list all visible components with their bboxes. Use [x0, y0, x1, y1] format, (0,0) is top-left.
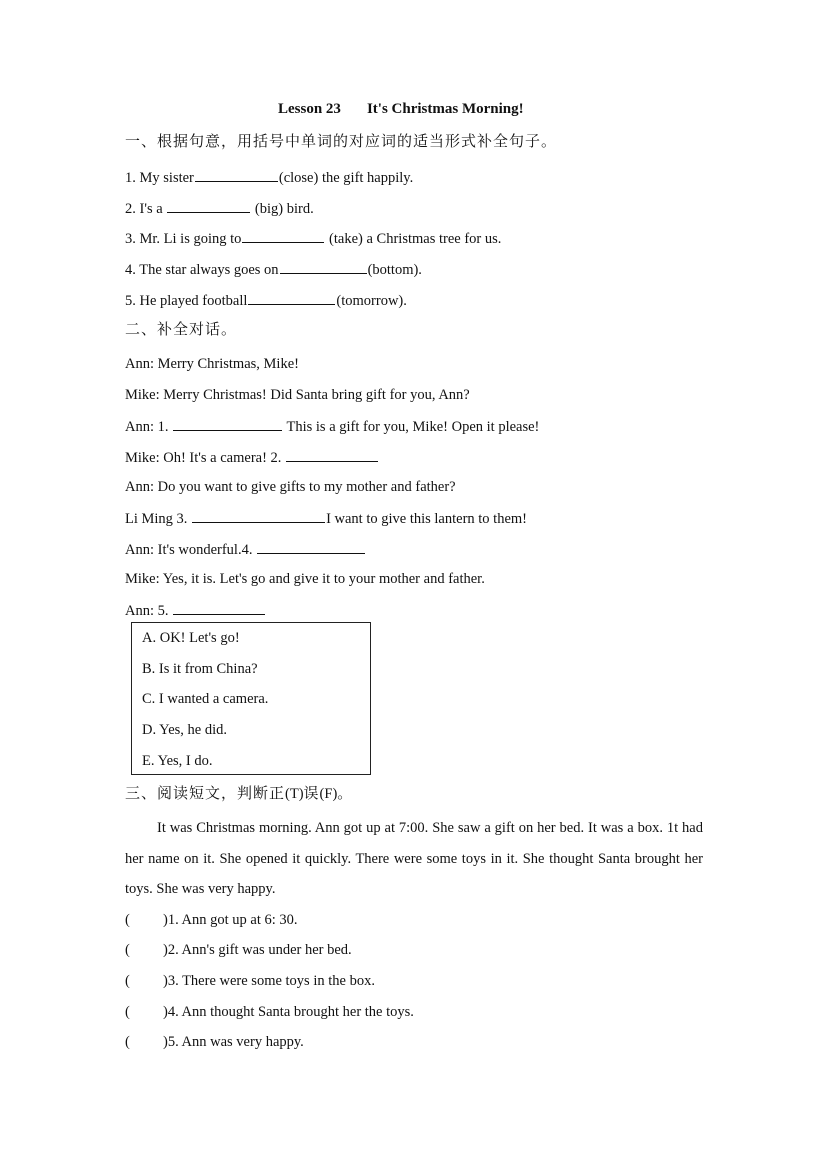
answer-blank[interactable] [280, 259, 367, 274]
answer-paren[interactable]: ( [125, 942, 130, 958]
s3-heading-text: 三、阅读短文，判断正 [125, 784, 286, 802]
answer-blank[interactable] [173, 600, 265, 615]
dialogue-line-1 [125, 355, 299, 373]
option-a: A. OK! Let's go! [142, 630, 240, 646]
options-box [131, 622, 371, 775]
dialogue-text: Mike: Merry Christmas! Did Santa bring gift for you, Ann? [125, 387, 470, 403]
tf-statement-text: )2. Ann's gift was under her bed. [163, 942, 352, 958]
s1-item-2-post: (big) bird. [251, 201, 314, 217]
dialogue-text: I want to give this lantern to them! [326, 511, 528, 527]
s3-heading-f: (F) [319, 786, 338, 802]
answer-blank[interactable] [167, 198, 250, 213]
tf-statement-text: )3. There were some toys in the box. [163, 973, 375, 989]
s1-item-3-post: (take) a Christmas tree for us. [325, 231, 502, 247]
dialogue-line-5 [125, 478, 456, 496]
option-d: D. Yes, he did. [142, 722, 227, 738]
option-c: C. I wanted a camera. [142, 691, 269, 707]
tf-statement-2 [125, 941, 352, 959]
s1-item-1 [125, 167, 413, 187]
dialogue-line-4 [125, 447, 379, 467]
s1-item-1-post: (close) the gift happily. [278, 170, 414, 186]
s3-heading-text: 误 [303, 784, 320, 802]
answer-paren[interactable]: ( [125, 912, 130, 928]
s1-item-3 [125, 228, 501, 248]
s1-item-5-pre: 5. He played football [125, 293, 248, 309]
answer-blank[interactable] [173, 416, 282, 431]
reading-passage: It was Christmas morning. Ann got up at 7:00. She saw a gift on her bed. It was a box. 1t had her name on it. She opened it quickly. There were some toys in it. She thought Santa brought her toys. She was very happy. [125, 820, 703, 897]
s1-item-3-pre: 3. Mr. Li is going to [125, 231, 242, 247]
s3-heading-t: (T) [285, 786, 304, 802]
tf-statement-text: )1. Ann got up at 6: 30. [163, 912, 298, 928]
dialogue-text: Mike: Oh! It's a camera! 2. [125, 450, 282, 466]
tf-statement-text: )5. Ann was very happy. [163, 1034, 304, 1050]
tf-statement-text: )4. Ann thought Santa brought her the toys. [163, 1004, 414, 1020]
lesson-number: Lesson 23 [278, 101, 341, 117]
tf-statement-5 [125, 1033, 304, 1051]
s1-item-4-post: (bottom). [367, 262, 422, 278]
dialogue-text: Mike: Yes, it is. Let's go and give it to your mother and father. [125, 571, 485, 587]
answer-blank[interactable] [242, 228, 324, 243]
s1-item-5 [125, 290, 407, 310]
dialogue-line-3 [125, 416, 539, 436]
dialogue-line-7 [125, 539, 366, 559]
s1-item-2-pre: 2. I's a [125, 201, 163, 217]
dialogue-line-6 [125, 508, 527, 528]
s1-item-1-pre: 1. My sister [125, 170, 194, 186]
s1-item-4 [125, 259, 422, 279]
answer-paren[interactable]: ( [125, 1004, 130, 1020]
dialogue-line-2 [125, 386, 470, 404]
tf-statement-1 [125, 911, 298, 929]
s1-item-4-pre: 4. The star always goes on [125, 262, 279, 278]
s3-heading-text: 。 [337, 784, 354, 802]
dialogue-text: This is a gift for you, Mike! Open it please! [283, 419, 540, 435]
dialogue-text: Ann: 1. [125, 419, 169, 435]
section3-heading [125, 784, 353, 803]
tf-statement-4 [125, 1003, 414, 1021]
answer-blank[interactable] [248, 290, 335, 305]
dialogue-text: Ann: It's wonderful.4. [125, 542, 253, 558]
s1-item-5-post: (tomorrow). [336, 293, 407, 309]
answer-blank[interactable] [195, 167, 278, 182]
answer-blank[interactable] [286, 447, 378, 462]
s1-item-2 [125, 198, 314, 218]
dialogue-text: Li Ming 3. [125, 511, 188, 527]
section1-heading: 一、根据句意，用括号中单词的对应词的适当形式补全句子。 [125, 132, 558, 150]
answer-paren[interactable]: ( [125, 1034, 130, 1050]
dialogue-text: Ann: 5. [125, 603, 169, 619]
dialogue-text: Ann: Merry Christmas, Mike! [125, 356, 299, 372]
dialogue-line-8 [125, 570, 485, 588]
answer-paren[interactable]: ( [125, 973, 130, 989]
answer-blank[interactable] [257, 539, 365, 554]
option-b: B. Is it from China? [142, 661, 258, 677]
lesson-title [278, 101, 524, 118]
tf-statement-3 [125, 972, 375, 990]
dialogue-text: Ann: Do you want to give gifts to my mother and father? [125, 479, 456, 495]
option-e: E. Yes, I do. [142, 753, 213, 769]
dialogue-line-9 [125, 600, 266, 620]
answer-blank[interactable] [192, 508, 325, 523]
section2-heading: 二、补全对话。 [125, 320, 238, 338]
lesson-name: It's Christmas Morning! [366, 101, 524, 117]
